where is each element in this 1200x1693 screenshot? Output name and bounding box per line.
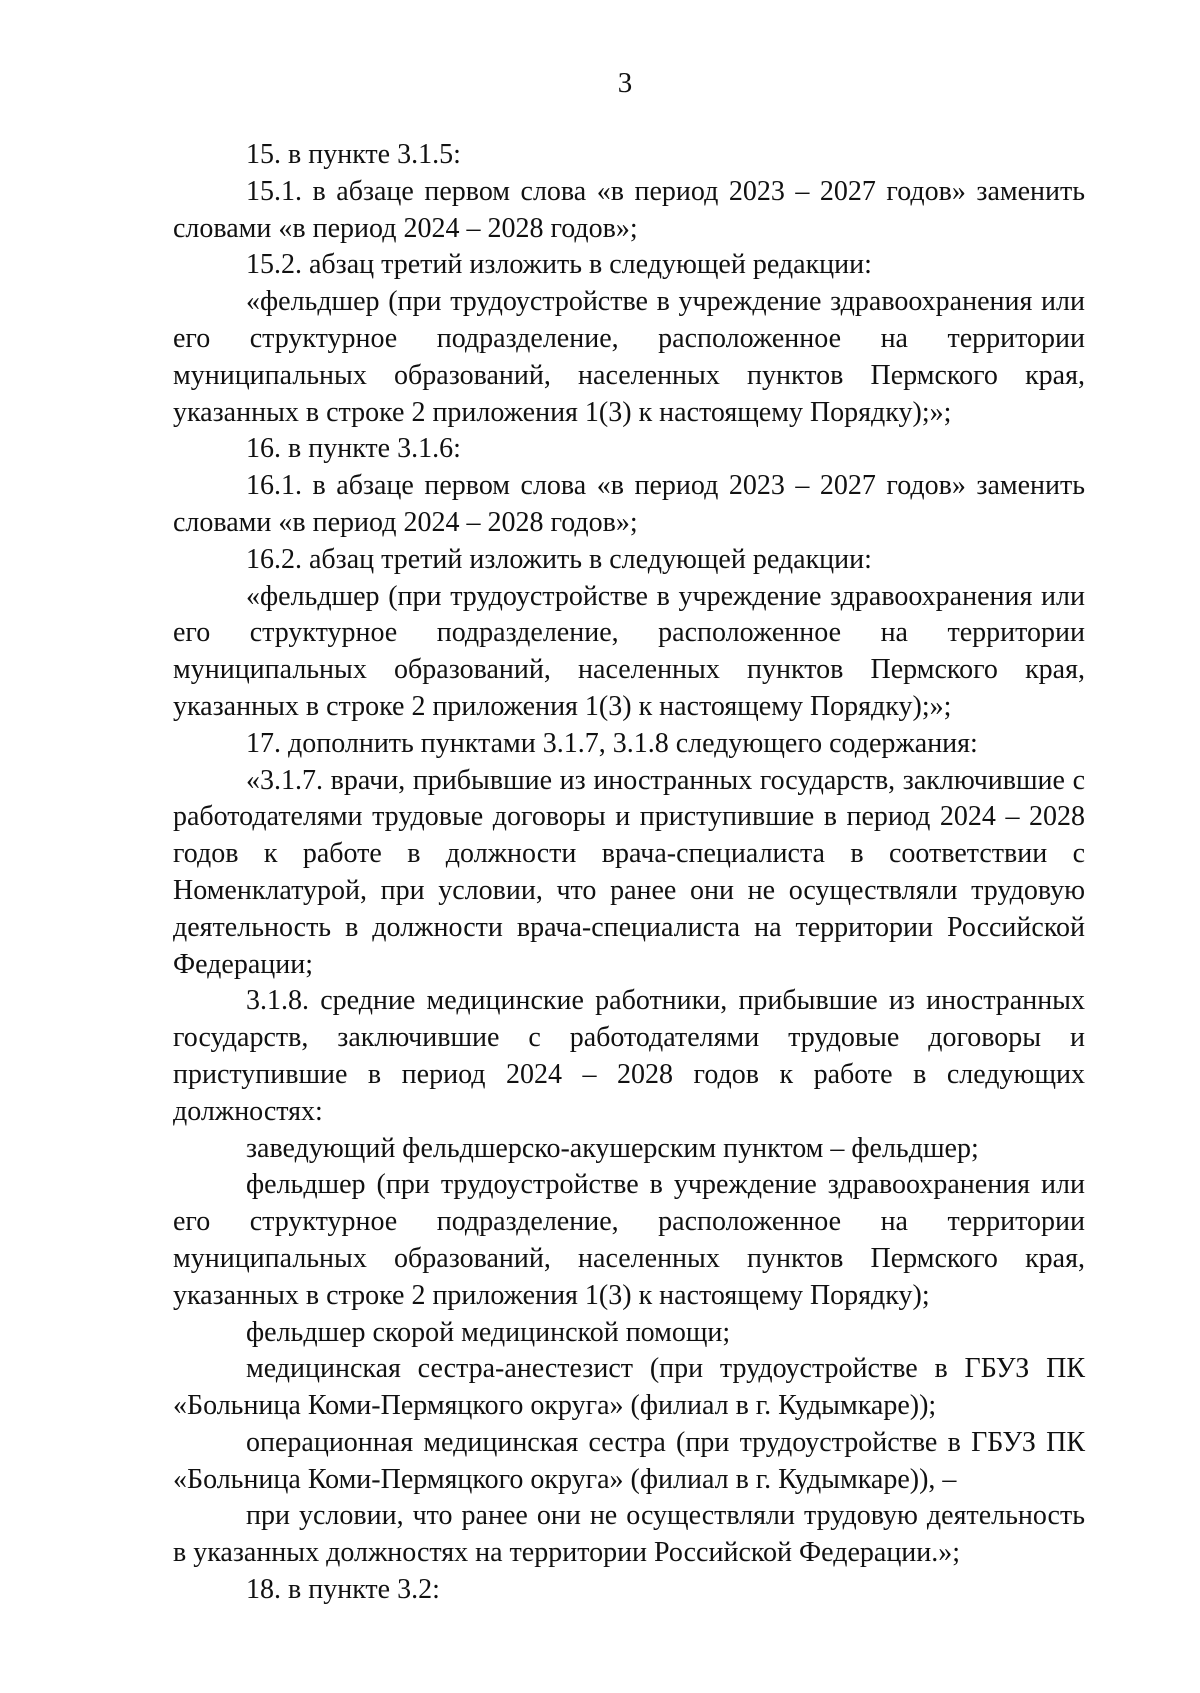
- position-ambulance-feldsher: фельдшер скорой медицинской помощи;: [246, 1316, 731, 1348]
- paragraph-18: 18. в пункте 3.2:: [246, 1574, 440, 1606]
- paragraph-3-1-7: «3.1.7. врачи, прибывшие из иностранных государств, заключившие с работодателями трудовые договоры и приступившие в период 2024 – 2028 годов к работе в должности врача-специалиста в соответствии с Номенклатурой, при условии, что ранее они не осуществляли трудовую деятельность в должности врача-специалиста на территории Российской Федерации;: [173, 764, 1085, 980]
- position-head-feldsher: заведующий фельдшерско-акушерским пунктом – фельдшер;: [246, 1132, 979, 1164]
- position-feldsher: фельдшер (при трудоустройстве в учреждение здравоохранения или его структурное подразделение, расположенное на территории муниципальных образований, населенных пунктов Пермского края, указанных в строке 2 приложения 1(3) к настоящему Порядку);: [173, 1169, 1085, 1311]
- document-body: [173, 137, 1085, 1609]
- paragraph-16: 16. в пункте 3.1.6:: [246, 433, 461, 465]
- page-number: 3: [617, 67, 633, 99]
- paragraph-17: 17. дополнить пунктами 3.1.7, 3.1.8 следующего содержания:: [246, 727, 978, 759]
- paragraph-16-2-text: «фельдшер (при трудоустройстве в учреждение здравоохранения или его структурное подразделение, расположенное на территории муниципальных образований, населенных пунктов Пермского края, указанных в строке 2 приложения 1(3) к настоящему Порядку);»;: [173, 580, 1085, 722]
- paragraph-15-2: 15.2. абзац третий изложить в следующей редакции:: [246, 249, 872, 281]
- paragraph-15: 15. в пункте 3.1.5:: [246, 139, 461, 170]
- paragraph-3-1-8: 3.1.8. средние медицинские работники, прибывшие из иностранных государств, заключившие с работодателями трудовые договоры и приступившие в период 2024 – 2028 годов к работе в следующих должностях:: [173, 985, 1085, 1127]
- paragraph-condition: при условии, что ранее они не осуществляли трудовую деятельность в указанных должностях на территории Российской Федерации.»;: [173, 1500, 1085, 1569]
- position-nurse-anesthetist: медицинская сестра-анестезист (при трудоустройстве в ГБУЗ ПК «Больница Коми-Пермяцкого округа» (филиал в г. Кудымкаре));: [173, 1353, 1085, 1422]
- paragraph-16-2: 16.2. абзац третий изложить в следующей редакции:: [246, 543, 872, 575]
- position-operating-nurse: операционная медицинская сестра (при трудоустройстве в ГБУЗ ПК «Больница Коми-Пермяцкого округа» (филиал в г. Кудымкаре)), –: [173, 1426, 1085, 1495]
- paragraph-15-1: 15.1. в абзаце первом слова «в период 2023 – 2027 годов» заменить словами «в период 2024 – 2028 годов»;: [173, 175, 1085, 244]
- paragraph-15-2-text: «фельдшер (при трудоустройстве в учреждение здравоохранения или его структурное подразделение, расположенное на территории муниципальных образований, населенных пунктов Пермского края, указанных в строке 2 приложения 1(3) к настоящему Порядку);»;: [173, 286, 1085, 428]
- paragraph-16-1: 16.1. в абзаце первом слова «в период 2023 – 2027 годов» заменить словами «в период 2024 – 2028 годов»;: [173, 470, 1085, 538]
